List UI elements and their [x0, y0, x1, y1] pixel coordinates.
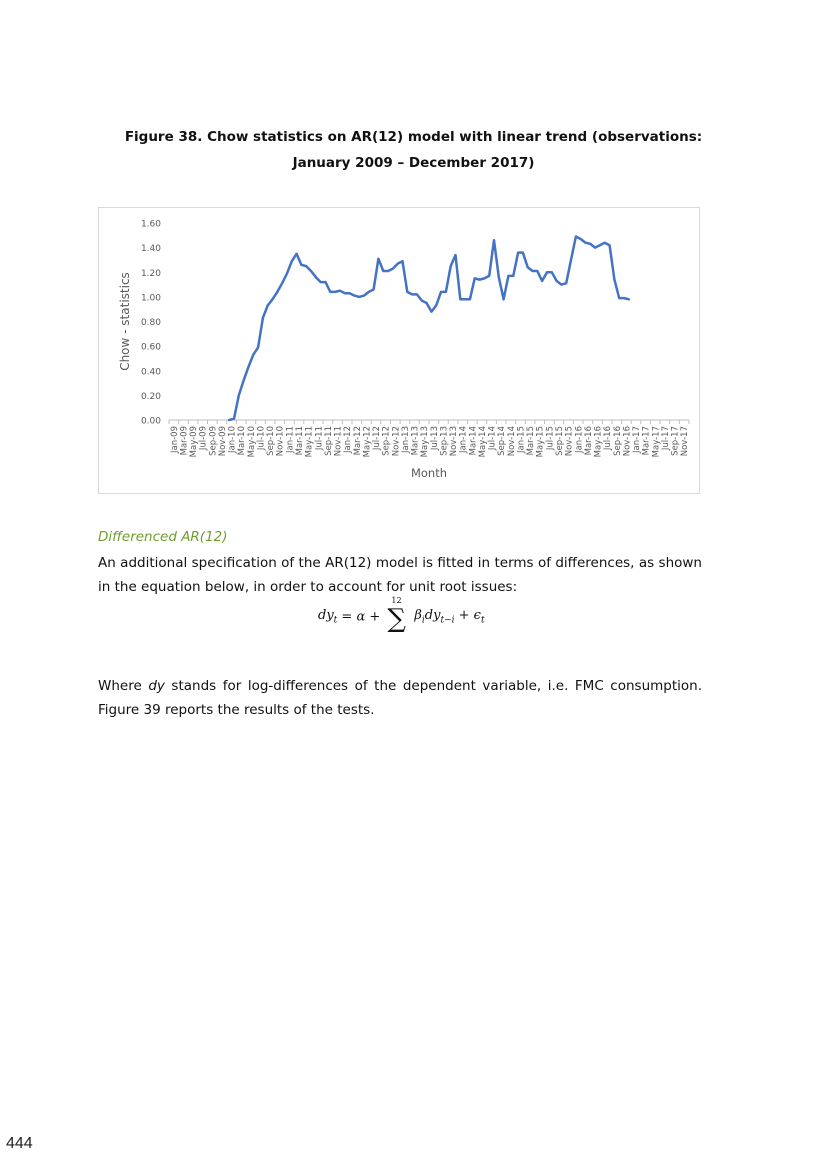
x-tick-label: May-16	[593, 426, 604, 458]
y-tick-label: 1.00	[140, 293, 161, 304]
equation-middle: = α +	[337, 609, 385, 625]
x-tick-label: Jan-13	[400, 426, 411, 453]
y-tick-label: 1.60	[140, 219, 161, 230]
series-line	[229, 237, 629, 421]
paragraph-specification: An additional specification of the AR(12) model is fitted in terms of differences, as shown in the equation below, in order to account for unit root issues:	[98, 555, 702, 595]
y-tick-label: 0.80	[140, 318, 161, 328]
y-tick-label: 0.20	[140, 391, 161, 402]
equation-lhs: $dy_t$	[318, 608, 338, 626]
x-tick-label: Jan-09	[169, 426, 180, 453]
figure-caption-line1: Figure 38. Chow statistics on AR(12) model with linear trend (observations:	[124, 129, 703, 145]
x-tick-label: Mar-09	[179, 426, 190, 456]
x-tick-label: Jul-17	[660, 426, 671, 451]
x-tick-label: Nov-14	[506, 426, 517, 457]
x-tick-label: Nov-11	[333, 426, 344, 457]
x-tick-label: Sep-09	[208, 426, 219, 456]
x-tick-label: Jan-17	[632, 426, 643, 453]
x-tick-label: Sep-10	[266, 426, 277, 456]
x-tick-label: Jul-12	[372, 426, 383, 451]
x-tick-label: May-11	[304, 426, 315, 458]
x-tick-label: Jan-15	[516, 426, 527, 453]
x-tick-label: May-13	[420, 426, 431, 458]
y-tick-label: 0.00	[140, 416, 161, 427]
x-tick-label: Mar-16	[583, 426, 594, 456]
equation	[318, 596, 485, 646]
x-tick-label: Mar-11	[295, 426, 305, 456]
chart-canvas	[99, 208, 699, 493]
x-tick-label: Nov-15	[564, 426, 575, 457]
x-tick-label: Mar-15	[526, 426, 537, 456]
y-tick-label: 1.40	[140, 244, 161, 255]
summation-symbol: 12 ∑	[387, 596, 406, 634]
y-tick-label: 1.20	[140, 268, 161, 279]
x-tick-label: Nov-09	[217, 426, 228, 457]
x-tick-label: Jan-11	[285, 426, 296, 453]
x-tick-label: Sep-13	[439, 426, 450, 456]
x-tick-label: Sep-17	[670, 426, 681, 456]
x-tick-label: May-09	[189, 426, 200, 458]
x-tick-label: Nov-12	[391, 426, 402, 457]
x-tick-label: Jul-10	[256, 426, 267, 451]
x-tick-label: Jan-10	[227, 426, 238, 453]
x-tick-label: Sep-15	[555, 426, 565, 456]
figure-caption-line2: January 2009 – December 2017)	[292, 155, 535, 171]
y-axis-title: Chow - statistics	[118, 272, 132, 371]
equation-term: $\beta_idy_{t-i}$	[414, 608, 455, 626]
x-tick-label: Mar-17	[641, 426, 652, 456]
variable-dy: dy	[148, 678, 165, 694]
x-tick-label: Sep-16	[612, 426, 623, 456]
x-tick-label: Jul-16	[603, 426, 614, 451]
x-tick-label: Jul-14	[487, 426, 498, 451]
x-tick-label: May-17	[651, 426, 662, 458]
x-tick-label: Nov-16	[622, 426, 633, 457]
paragraph-explanation: Where dy stands for log-differences of the dependent variable, i.e. FMC consumption. Figure 39 reports the results of the tests.	[98, 678, 702, 718]
x-tick-label: May-10	[246, 426, 257, 458]
figure-caption	[80, 124, 747, 176]
x-tick-label: Mar-13	[410, 426, 421, 456]
x-tick-label: Jan-14	[458, 426, 469, 453]
x-tick-label: May-12	[362, 426, 373, 458]
x-tick-label: Nov-10	[275, 426, 286, 457]
x-tick-label: Jul-09	[198, 426, 209, 451]
x-tick-label: Jul-15	[545, 426, 556, 451]
x-tick-label: Nov-17	[680, 426, 691, 457]
section-subheading: Differenced AR(12)	[98, 529, 228, 545]
x-tick-label: Mar-10	[237, 426, 248, 456]
x-tick-label: May-15	[535, 426, 546, 458]
x-tick-label: Sep-12	[381, 426, 392, 456]
x-tick-label: Sep-14	[497, 426, 508, 456]
page-number: 444	[6, 1135, 33, 1152]
x-tick-label: Jan-12	[343, 426, 354, 453]
x-tick-label: Mar-12	[352, 426, 363, 456]
x-tick-label: Jan-16	[574, 426, 585, 453]
y-tick-label: 0.60	[140, 342, 161, 353]
x-tick-label: Nov-13	[449, 426, 460, 457]
chow-statistics-chart	[98, 207, 700, 494]
x-tick-label: May-14	[477, 426, 488, 458]
equation-error: + $\epsilon_t$	[454, 608, 485, 626]
x-tick-label: Jul-11	[314, 426, 325, 451]
y-tick-label: 0.40	[140, 367, 161, 378]
x-tick-label: Sep-11	[323, 426, 334, 456]
x-axis-title: Month	[410, 466, 448, 480]
x-tick-label: Jul-13	[429, 426, 440, 451]
x-tick-label: Mar-14	[468, 426, 479, 456]
